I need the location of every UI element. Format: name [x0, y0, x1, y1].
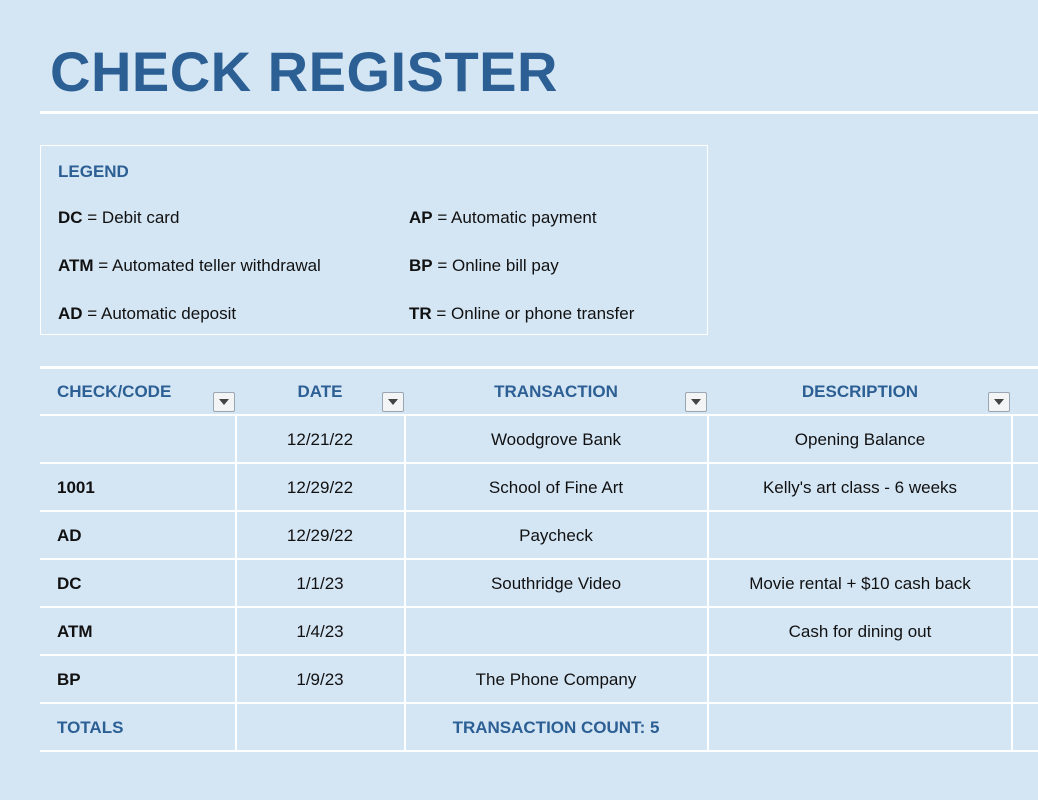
cell-transaction: [404, 608, 708, 656]
cell-code: AD: [57, 526, 82, 545]
table-row[interactable]: [40, 608, 1038, 656]
cell-description: Kelly's art class - 6 weeks: [762, 478, 958, 497]
cell-date: 1/4/23: [296, 622, 344, 641]
column-divider: [707, 414, 709, 750]
legend-heading: LEGEND: [58, 162, 129, 181]
cell-code: ATM: [57, 622, 93, 641]
cell-code: BP: [57, 670, 81, 689]
legend-code: BP: [409, 256, 433, 275]
filter-dropdown-transaction[interactable]: [685, 392, 707, 412]
cell-date: 12/29/22: [286, 478, 354, 497]
transaction-count: TRANSACTION COUNT: 5: [452, 718, 660, 737]
legend-text: = Debit card: [82, 208, 180, 227]
title-divider: [40, 111, 1038, 114]
legend-item-ad: [58, 304, 236, 324]
table-row[interactable]: [40, 560, 1038, 608]
legend-text: = Online or phone transfer: [431, 304, 635, 323]
column-divider: [1011, 414, 1013, 750]
cell-transaction: The Phone Company: [475, 670, 637, 689]
cell-date: 12/29/22: [286, 526, 354, 545]
cell-date: 1/1/23: [296, 574, 344, 593]
legend-text: = Automated teller withdrawal: [93, 256, 321, 275]
table-row[interactable]: [40, 512, 1038, 560]
chevron-down-icon: [388, 399, 398, 405]
chevron-down-icon: [691, 399, 701, 405]
column-divider: [235, 414, 237, 750]
cell-description: [708, 512, 1012, 560]
chevron-down-icon: [994, 399, 1004, 405]
legend-item-bp: [409, 256, 559, 276]
totals-bottom-border: [40, 750, 1038, 752]
column-divider: [404, 414, 406, 750]
header-check-code: CHECK/CODE: [57, 382, 172, 401]
legend-text: = Automatic deposit: [82, 304, 237, 323]
chevron-down-icon: [219, 399, 229, 405]
legend-code: AD: [58, 304, 83, 323]
legend-text: = Automatic payment: [432, 208, 597, 227]
cell-code: DC: [57, 574, 82, 593]
cell-description: Opening Balance: [794, 430, 926, 449]
table-row[interactable]: [40, 416, 1038, 464]
legend-code: ATM: [58, 256, 94, 275]
cell-code: 1001: [57, 478, 95, 497]
cell-code: [40, 416, 236, 464]
header-date: DATE: [297, 382, 343, 401]
legend-item-atm: [58, 256, 321, 276]
totals-row: [40, 704, 1038, 752]
page-title: CHECK REGISTER: [50, 40, 558, 103]
cell-transaction: Woodgrove Bank: [490, 430, 622, 449]
totals-label: TOTALS: [57, 718, 124, 737]
header-transaction: TRANSACTION: [494, 382, 618, 401]
filter-dropdown-check-code[interactable]: [213, 392, 235, 412]
cell-date: 1/9/23: [296, 670, 344, 689]
legend-code: TR: [409, 304, 432, 323]
legend-code: AP: [409, 208, 433, 227]
legend-code: DC: [58, 208, 83, 227]
legend-item-tr: [409, 304, 634, 324]
filter-dropdown-date[interactable]: [382, 392, 404, 412]
cell-transaction: Paycheck: [519, 526, 593, 545]
legend-item-dc: [58, 208, 179, 228]
table-header-row: [40, 368, 1038, 416]
filter-dropdown-description[interactable]: [988, 392, 1010, 412]
cell-transaction: Southridge Video: [490, 574, 622, 593]
cell-transaction: School of Fine Art: [488, 478, 624, 497]
cell-description: Movie rental + $10 cash back: [749, 574, 971, 593]
legend-box: [40, 145, 708, 335]
cell-description: Cash for dining out: [788, 622, 932, 641]
table-row[interactable]: [40, 656, 1038, 704]
header-description: DESCRIPTION: [801, 382, 919, 401]
table-row[interactable]: [40, 464, 1038, 512]
cell-date: 12/21/22: [286, 430, 354, 449]
legend-text: = Online bill pay: [432, 256, 559, 275]
cell-description: [708, 656, 1012, 704]
legend-item-ap: [409, 208, 597, 228]
